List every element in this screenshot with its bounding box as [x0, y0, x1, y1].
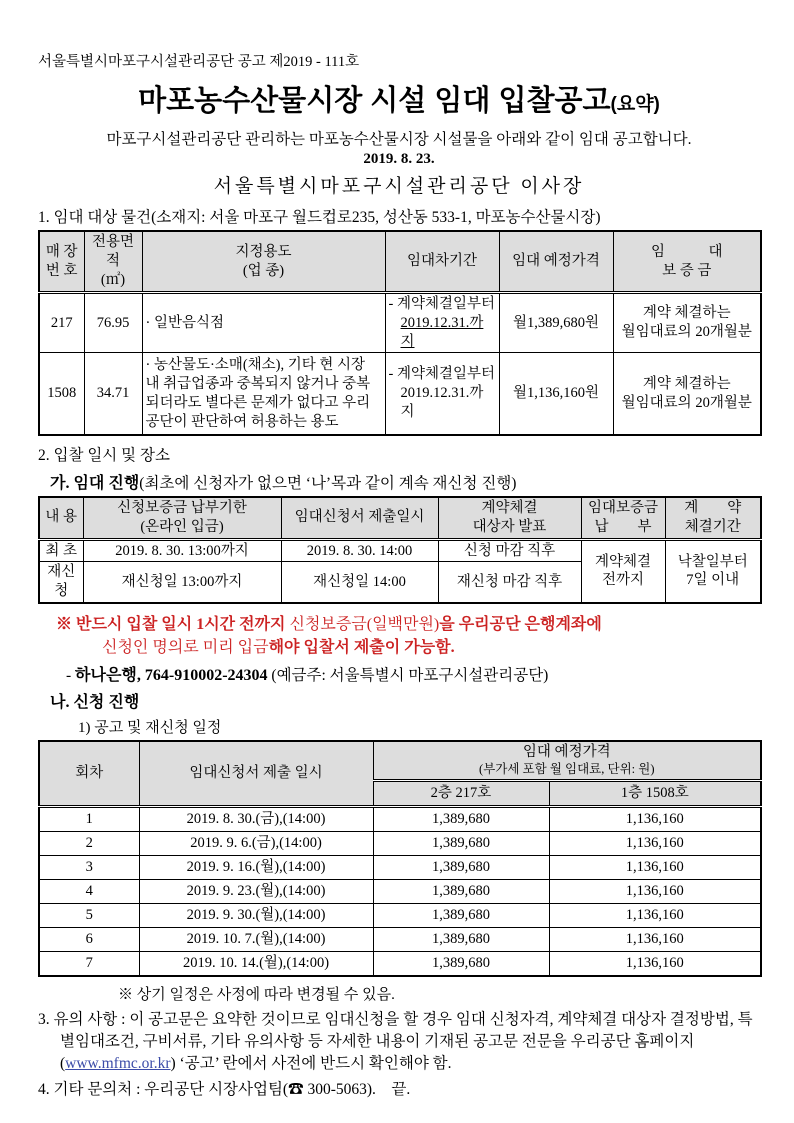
cell-submit: 2019. 8. 30. 14:00 — [281, 539, 438, 562]
header-deposit: 임 대 보 증 금 — [613, 231, 761, 292]
cell-round: 3 — [39, 855, 139, 879]
table-row — [39, 927, 761, 951]
issuer-name: 서울특별시마포구시설관리공단 이사장 — [213, 176, 585, 198]
cell-round: 2 — [39, 831, 139, 855]
cell-date: 2019. 9. 23.(월),(14:00) — [139, 879, 373, 903]
section2a-heading: 가. 임대 진행(최초에 신청자가 없으면 ‘나’목과 같이 계속 재신청 진행) — [50, 474, 517, 492]
table-header-row — [39, 231, 761, 292]
table-row — [39, 903, 761, 927]
cell-price: 월1,389,680원 — [499, 292, 613, 353]
cell-use: · 일반음식점 — [142, 292, 385, 353]
table-row — [39, 879, 761, 903]
page-title-text: 마포농수산물시장 시설 임대 입찰공고 — [138, 85, 611, 117]
cell-price-1508: 1,136,160 — [549, 951, 761, 976]
cell-round: 7 — [39, 951, 139, 976]
cell-deposit: 계약 체결하는 월임대료의 20개월분 — [613, 353, 761, 435]
phone-icon: ☎ — [288, 1080, 304, 1098]
renotice-schedule-table — [38, 740, 762, 977]
notice-number: 서울특별시마포구시설관리공단 공고 제2019 - 111호 — [38, 54, 360, 70]
cell-price-217: 1,389,680 — [373, 903, 549, 927]
cell-pay-due: 재신청일 13:00까지 — [83, 562, 281, 603]
header-application-submit: 임대신청서 제출일시 — [281, 497, 438, 539]
cell-round: 4 — [39, 879, 139, 903]
header-deposit-due: 신청보증금 납부기한 (온라인 입금) — [83, 497, 281, 539]
deposit-warning-note — [38, 613, 760, 659]
header-category: 내 용 — [39, 497, 83, 539]
cell-contract-period: 낙찰일부터 7일 이내 — [665, 539, 761, 603]
header-contract-period: 계 약 체결기간 — [665, 497, 761, 539]
cell-deposit: 계약 체결하는 월임대료의 20개월분 — [613, 292, 761, 353]
cell-announce: 신청 마감 직후 — [438, 539, 581, 562]
table-row — [39, 292, 761, 353]
table-row — [39, 831, 761, 855]
cell-store-no: 1508 — [39, 353, 84, 435]
table-row — [39, 951, 761, 976]
cell-price-1508: 1,136,160 — [549, 831, 761, 855]
table-row — [39, 855, 761, 879]
table-row — [39, 353, 761, 435]
cell-price-1508: 1,136,160 — [549, 806, 761, 831]
header-expected-price: 임대 예정가격 — [499, 231, 613, 292]
table-header-row — [39, 497, 761, 539]
cell-submit: 재신청일 14:00 — [281, 562, 438, 603]
section2b1-heading: 1) 공고 및 재신청 일정 — [78, 719, 222, 736]
table-row — [39, 539, 761, 562]
homepage-link[interactable]: www.mfmc.or.kr — [65, 1054, 171, 1072]
cell-price-217: 1,389,680 — [373, 855, 549, 879]
section2-heading: 2. 입찰 일시 및 장소 — [38, 446, 170, 464]
lease-property-table — [38, 230, 762, 436]
header-area: 전용면적 (㎡) — [84, 231, 142, 292]
section1-heading: 1. 임대 대상 물건(소재지: 서울 마포구 월드컵로235, 성산동 533-1, 마포농수산물시장) — [38, 209, 601, 227]
header-store-no: 매 장 번 호 — [39, 231, 84, 292]
header-round: 회차 — [39, 741, 139, 807]
cell-round: 5 — [39, 903, 139, 927]
cell-announce: 재신청 마감 직후 — [438, 562, 581, 603]
cell-period: - 계약체결일부터 2019.12.31.까지 — [385, 353, 499, 435]
page-title-suffix: (요약) — [610, 94, 660, 115]
cell-area: 34.71 — [84, 353, 142, 435]
warning-line-2: 신청인 명의로 미리 입금해야 입찰서 제출이 가능함. — [102, 639, 455, 657]
cell-date: 2019. 9. 30.(월),(14:00) — [139, 903, 373, 927]
cell-store-no: 217 — [39, 292, 84, 353]
cell-price-217: 1,389,680 — [373, 951, 549, 976]
header-lease-period: 임대차기간 — [385, 231, 499, 292]
section2b-heading: 나. 신청 진행 — [50, 693, 140, 711]
caution-item: 3. 유의 사항 : 이 공고문은 요약한 것이므로 임대신청을 할 경우 임대 신청자격, 계약체결 대상자 결정방법, 특별임대조건, 구비서류, 기타 유의사항 등 자세한 내용이 기재된 공고문 전문을 우리공단 홈페이지(www.mfmc.or.kr) ‘공고’ 란에서 사전에 반드시 확인해야 함. — [38, 1010, 753, 1072]
header-unit-217: 2층 217호 — [373, 780, 549, 806]
cell-round: 6 — [39, 927, 139, 951]
cell-label: 재신청 — [39, 562, 83, 603]
page-title — [38, 85, 760, 118]
bid-schedule-table — [38, 496, 762, 604]
bank-account-line: - 하나은행, 764-910002-24304 (예금주: 서울특별시 마포구시설관리공단) — [66, 666, 549, 684]
cell-price-1508: 1,136,160 — [549, 927, 761, 951]
cell-price: 월1,136,160원 — [499, 353, 613, 435]
table-row — [39, 806, 761, 831]
cell-use: · 농산물도·소매(채소), 기타 현 시장 내 취급업종과 중복되지 않거나 중복되더라도 별다른 문제가 없다고 우리 공단이 판단하여 허용하는 용도 — [142, 353, 385, 435]
schedule-change-note: ※ 상기 일정은 사정에 따라 변경될 수 있음. — [118, 986, 395, 1003]
cell-label: 최 초 — [39, 539, 83, 562]
cell-date: 2019. 10. 7.(월),(14:00) — [139, 927, 373, 951]
table-header-row — [39, 741, 761, 781]
cell-area: 76.95 — [84, 292, 142, 353]
cell-price-1508: 1,136,160 — [549, 879, 761, 903]
header-unit-1508: 1층 1508호 — [549, 780, 761, 806]
cell-period: - 계약체결일부터 2019.12.31.까지 — [385, 292, 499, 353]
header-winner-announce: 계약체결 대상자 발표 — [438, 497, 581, 539]
header-designated-use: 지정용도 (업 종) — [142, 231, 385, 292]
header-submit-datetime: 임대신청서 제출 일시 — [139, 741, 373, 807]
cell-price-217: 1,389,680 — [373, 927, 549, 951]
cell-date: 2019. 10. 14.(월),(14:00) — [139, 951, 373, 976]
warning-line-1: ※ 반드시 입찰 일시 1시간 전까지 신청보증금(일백만원)을 우리공단 은행계좌에 — [56, 616, 602, 634]
header-lease-deposit-pay: 임대보증금 납 부 — [581, 497, 665, 539]
notice-date: 2019. 8. 23. — [363, 151, 435, 168]
cell-date: 2019. 9. 16.(월),(14:00) — [139, 855, 373, 879]
cell-price-217: 1,389,680 — [373, 831, 549, 855]
contact-item: 4. 기타 문의처 : 우리공단 시장사업팀(☎ 300-5063). 끝. — [38, 1080, 411, 1098]
intro-text: 마포구시설관리공단 관리하는 마포농수산물시장 시설물을 아래와 같이 임대 공고합니다. — [106, 131, 692, 149]
cell-price-1508: 1,136,160 — [549, 903, 761, 927]
cell-pay-due: 2019. 8. 30. 13:00까지 — [83, 539, 281, 562]
cell-price-217: 1,389,680 — [373, 879, 549, 903]
cell-date: 2019. 8. 30.(금),(14:00) — [139, 806, 373, 831]
cell-price-1508: 1,136,160 — [549, 855, 761, 879]
cell-deposit-pay: 계약체결 전까지 — [581, 539, 665, 603]
cell-round: 1 — [39, 806, 139, 831]
header-price-group: 임대 예정가격 (부가세 포함 월 임대료, 단위: 원) — [373, 741, 761, 781]
cell-date: 2019. 9. 6.(금),(14:00) — [139, 831, 373, 855]
cell-price-217: 1,389,680 — [373, 806, 549, 831]
